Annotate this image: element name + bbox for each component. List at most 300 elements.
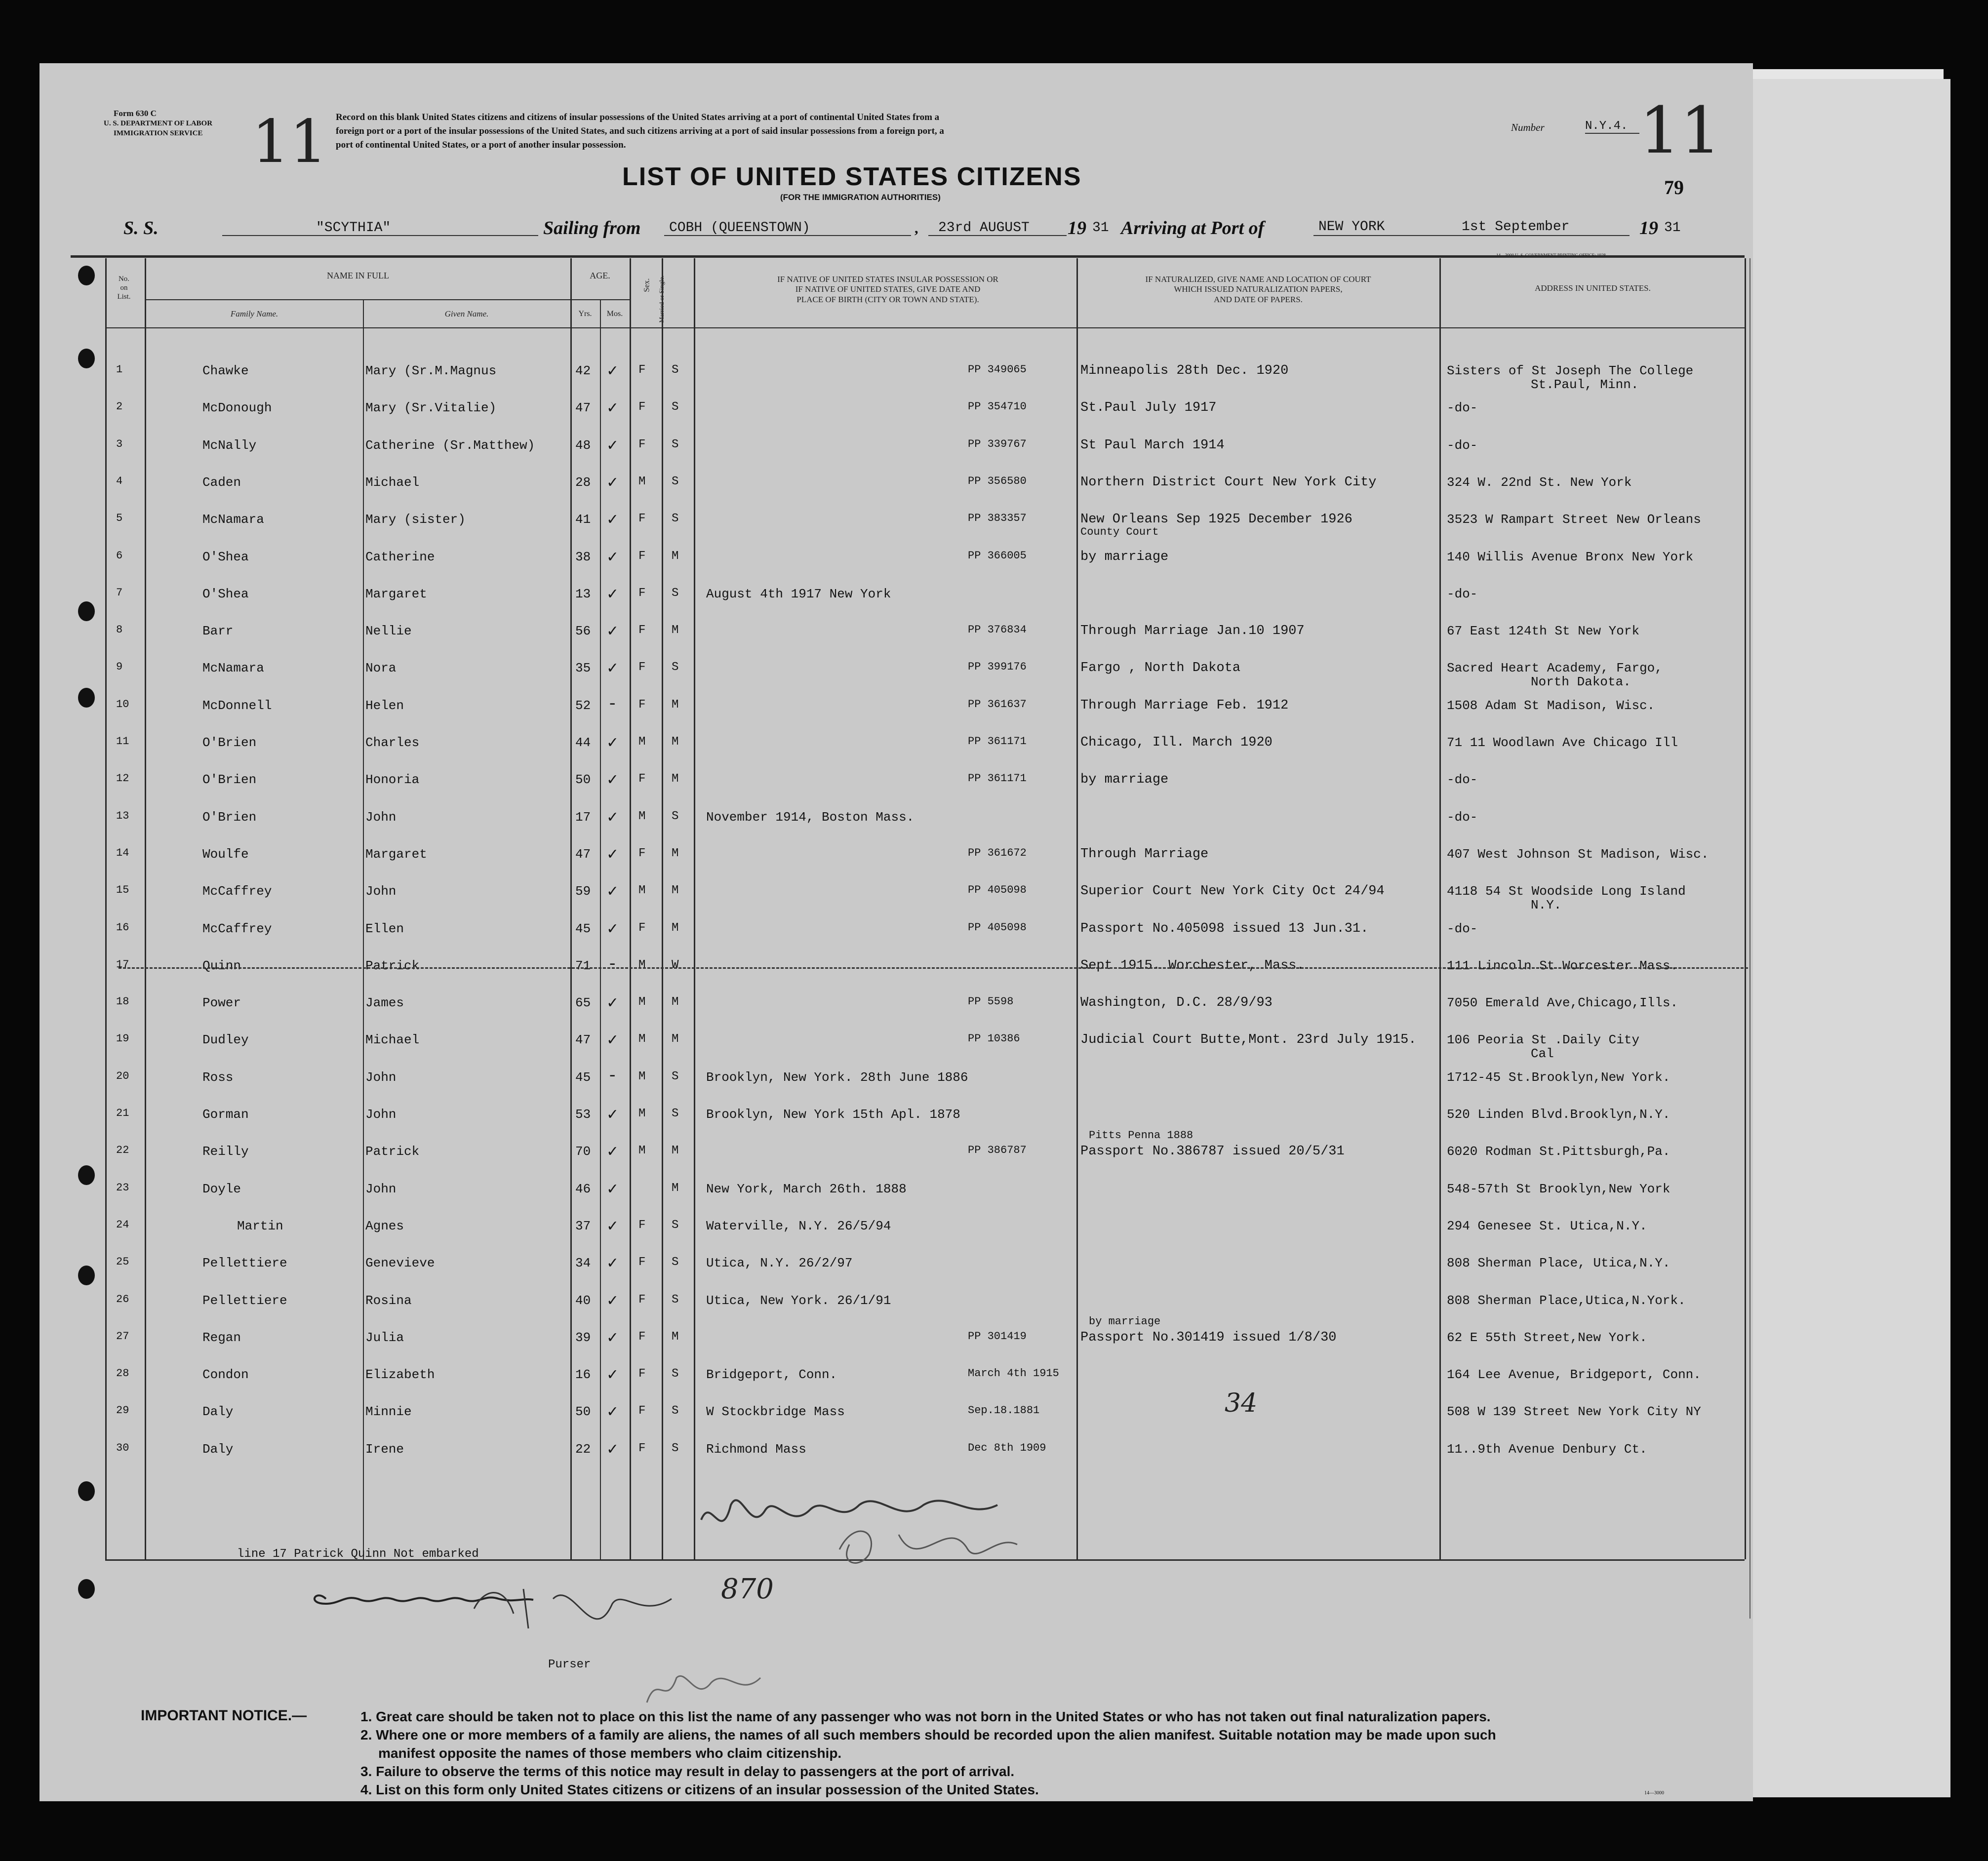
arrival-port: NEW YORK bbox=[1318, 219, 1385, 235]
given-name: Catherine (Sr.Matthew) bbox=[365, 437, 535, 453]
age-months-check: ✓ bbox=[607, 436, 618, 456]
age-years: 39 bbox=[575, 1330, 591, 1345]
naturalization-note: by marriage bbox=[1089, 1315, 1161, 1328]
sex: F bbox=[638, 1293, 646, 1307]
sex: M bbox=[638, 735, 646, 749]
binder-hole bbox=[78, 1481, 95, 1501]
us-address: Sacred Heart Academy, Fargo, bbox=[1447, 661, 1663, 676]
sex: F bbox=[638, 363, 646, 377]
row-number: 26 bbox=[116, 1293, 129, 1306]
table-row bbox=[40, 400, 1753, 430]
passport-number: PP 356580 bbox=[968, 475, 1027, 487]
passport-number: PP 399176 bbox=[968, 661, 1027, 673]
us-address: 1508 Adam St Madison, Wisc. bbox=[1447, 698, 1655, 713]
marital-status: S bbox=[672, 1441, 679, 1455]
family-name: Reilly bbox=[202, 1144, 249, 1159]
us-address: 67 East 124th St New York bbox=[1447, 624, 1640, 639]
age-years: 50 bbox=[575, 1404, 591, 1420]
us-address: 508 W 139 Street New York City NY bbox=[1447, 1404, 1701, 1420]
age-years: 71 bbox=[575, 958, 591, 973]
given-name: Charles bbox=[365, 735, 420, 750]
col-header-yrs: Yrs. bbox=[578, 310, 592, 318]
given-name: Elizabeth bbox=[365, 1367, 435, 1383]
agency-line: U. S. DEPARTMENT OF LABOR bbox=[104, 119, 213, 127]
us-address: 520 Linden Blvd.Brooklyn,N.Y. bbox=[1447, 1107, 1670, 1122]
family-name: Pellettiere bbox=[202, 1293, 287, 1308]
passport-number: PP 301419 bbox=[968, 1330, 1027, 1343]
age-months-check: ✓ bbox=[607, 1292, 618, 1311]
table-row bbox=[40, 772, 1753, 802]
family-name: Martin bbox=[237, 1218, 283, 1233]
sex: F bbox=[638, 921, 646, 935]
given-name: Julia bbox=[365, 1330, 404, 1345]
sex: F bbox=[638, 698, 646, 712]
marital-status: S bbox=[672, 512, 679, 526]
col-header-name: NAME IN FULL bbox=[327, 271, 389, 280]
age-years: 37 bbox=[575, 1218, 591, 1233]
given-name: John bbox=[365, 1181, 397, 1196]
naturalization: Chicago, Ill. March 1920 bbox=[1080, 735, 1272, 750]
family-name: Woulfe bbox=[202, 846, 249, 862]
age-months-check: ✓ bbox=[607, 1255, 618, 1274]
table-row bbox=[40, 661, 1753, 690]
sailing-date: 23rd AUGUST bbox=[938, 220, 1030, 236]
given-name: Catherine bbox=[365, 549, 435, 564]
age-years: 17 bbox=[575, 809, 591, 825]
year-prefix: 19 bbox=[1068, 218, 1086, 238]
given-name: Helen bbox=[365, 698, 404, 713]
age-years: 50 bbox=[575, 772, 591, 788]
table-row bbox=[40, 624, 1753, 653]
given-name: Irene bbox=[365, 1441, 404, 1457]
given-name: John bbox=[365, 1069, 397, 1085]
age-months-check: ✓ bbox=[607, 771, 618, 791]
age-years: 70 bbox=[575, 1144, 591, 1159]
passport-number: PP 349065 bbox=[968, 363, 1027, 376]
table-row bbox=[40, 1032, 1753, 1062]
table-row bbox=[40, 1404, 1753, 1434]
us-address: 111 Lincoln St Worcester Mass. bbox=[1447, 958, 1678, 973]
page-title: LIST OF UNITED STATES CITIZENS bbox=[622, 162, 1082, 191]
header-text: PLACE OF BIRTH (CITY OR TOWN AND STATE). bbox=[796, 294, 979, 304]
us-address: 7050 Emerald Ave,Chicago,Ills. bbox=[1447, 995, 1678, 1011]
table-row bbox=[40, 1256, 1753, 1285]
table-row bbox=[40, 512, 1753, 542]
given-name: Nora bbox=[365, 661, 397, 676]
naturalization: St Paul March 1914 bbox=[1080, 437, 1225, 453]
given-name: Margaret bbox=[365, 586, 427, 601]
given-name: Patrick bbox=[365, 1144, 420, 1159]
notice-item: manifest opposite the names of those members who claim citizenship. bbox=[378, 1745, 842, 1761]
age-months-check: ✓ bbox=[607, 1440, 618, 1460]
sex: F bbox=[638, 586, 646, 600]
row-number: 20 bbox=[116, 1069, 129, 1082]
marital-status: S bbox=[672, 363, 679, 377]
row-number: 1 bbox=[116, 363, 123, 376]
marital-status: M bbox=[672, 698, 679, 712]
table-row bbox=[40, 1067, 1753, 1100]
sex: F bbox=[638, 549, 646, 563]
col-header-address: ADDRESS IN UNITED STATES. bbox=[1535, 283, 1651, 293]
handwritten-count: 34 bbox=[1225, 1388, 1258, 1418]
family-name: O'Shea bbox=[202, 549, 249, 564]
sex: M bbox=[638, 809, 646, 823]
given-name: Genevieve bbox=[365, 1256, 435, 1271]
col-header-no bbox=[107, 275, 141, 301]
naturalization: St.Paul July 1917 bbox=[1080, 400, 1217, 416]
col-header-age: AGE. bbox=[590, 271, 610, 280]
age-years: 53 bbox=[575, 1107, 591, 1122]
age-years: 16 bbox=[575, 1367, 591, 1383]
underline bbox=[1313, 235, 1630, 236]
age-months-check: ✓ bbox=[607, 994, 618, 1014]
marital-status: S bbox=[672, 661, 679, 674]
row-number: 8 bbox=[116, 624, 123, 636]
given-name: Mary (Sr.M.Magnus bbox=[365, 363, 497, 378]
header-rule bbox=[105, 327, 1745, 328]
age-months-check: ✓ bbox=[607, 1217, 618, 1236]
birthplace-date: November 1914, Boston Mass. bbox=[706, 809, 914, 825]
passport-number: PP 366005 bbox=[968, 549, 1027, 562]
age-years: 52 bbox=[575, 698, 591, 713]
us-address: 3523 W Rampart Street New Orleans bbox=[1447, 512, 1701, 527]
binder-hole bbox=[78, 1579, 95, 1599]
row-number: 14 bbox=[116, 846, 129, 859]
marital-status: M bbox=[672, 995, 679, 1009]
header-text: on bbox=[120, 284, 128, 292]
sex: F bbox=[638, 624, 646, 637]
us-address: -do- bbox=[1447, 586, 1478, 601]
row-number: 19 bbox=[116, 1032, 129, 1045]
given-name: Minnie bbox=[365, 1404, 412, 1420]
given-name: Michael bbox=[365, 1032, 420, 1048]
marital-status: M bbox=[672, 1330, 679, 1344]
row-number: 23 bbox=[116, 1181, 129, 1194]
col-header-family: Family Name. bbox=[230, 309, 278, 318]
us-address: 164 Lee Avenue, Bridgeport, Conn. bbox=[1447, 1367, 1701, 1383]
age-months-check: ✓ bbox=[607, 920, 618, 939]
family-name: McNamara bbox=[202, 661, 264, 676]
departure-port: COBH (QUEENSTOWN) bbox=[669, 220, 810, 236]
naturalization-note: Pitts Penna 1888 bbox=[1089, 1129, 1193, 1142]
passport-number: Sep.18.1881 bbox=[968, 1404, 1040, 1417]
family-name: Regan bbox=[202, 1330, 241, 1345]
sex: M bbox=[638, 1107, 646, 1120]
age-months-check: ✓ bbox=[607, 1143, 618, 1162]
us-address: 4118 54 St Woodside Long Island bbox=[1447, 884, 1686, 899]
us-address: 407 West Johnson St Madison, Wisc. bbox=[1447, 846, 1709, 862]
passport-number: PP 361637 bbox=[968, 698, 1027, 711]
row-number: 25 bbox=[116, 1256, 129, 1268]
family-name: McNamara bbox=[202, 512, 264, 527]
comma: , bbox=[914, 220, 918, 237]
age-years: 38 bbox=[575, 549, 591, 564]
sex: F bbox=[638, 512, 646, 526]
age-months-check: ✓ bbox=[607, 623, 618, 642]
us-address: -do- bbox=[1447, 400, 1478, 416]
header-text: IF NATURALIZED, GIVE NAME AND LOCATION OF COURT bbox=[1145, 275, 1371, 284]
table-row bbox=[40, 810, 1753, 839]
table-row bbox=[40, 550, 1753, 579]
sex: F bbox=[638, 1256, 646, 1269]
family-name: McNally bbox=[202, 437, 257, 453]
age-months-check: ✓ bbox=[607, 399, 618, 419]
sex: M bbox=[638, 884, 646, 898]
header-text: IF NATIVE OF UNITED STATES, GIVE DATE AND bbox=[795, 284, 981, 294]
instruction-line: port of continental United States, or a port of another insular possession. bbox=[336, 140, 626, 150]
page-subtitle: (FOR THE IMMIGRATION AUTHORITIES) bbox=[780, 193, 941, 202]
given-name: Agnes bbox=[365, 1218, 404, 1233]
header-text: IF NATIVE OF UNITED STATES INSULAR POSSESSION OR bbox=[777, 275, 998, 284]
marital-status: S bbox=[672, 400, 679, 414]
naturalization: Northern District Court New York City bbox=[1080, 475, 1377, 490]
table-row bbox=[40, 438, 1753, 468]
given-name: John bbox=[365, 809, 397, 825]
marital-status: S bbox=[672, 809, 679, 823]
table-top-rule bbox=[71, 255, 1745, 258]
given-name: John bbox=[365, 1107, 397, 1122]
us-address: -do- bbox=[1447, 437, 1478, 453]
row-number: 24 bbox=[116, 1218, 129, 1231]
naturalization-line2: County Court bbox=[1080, 526, 1159, 539]
year-prefix: 19 bbox=[1639, 218, 1658, 238]
row-number: 7 bbox=[116, 586, 123, 599]
us-address: 71 11 Woodlawn Ave Chicago Ill bbox=[1447, 735, 1678, 750]
age-years: 22 bbox=[575, 1441, 591, 1457]
marital-status: S bbox=[672, 1218, 679, 1232]
col-header-sex: Sex. bbox=[642, 278, 651, 292]
us-address: -do- bbox=[1447, 772, 1478, 788]
age-years: 47 bbox=[575, 846, 591, 862]
marital-status: M bbox=[672, 772, 679, 786]
birthplace-date: Bridgeport, Conn. bbox=[706, 1367, 837, 1383]
birthplace-date: Brooklyn, New York 15th Apl. 1878 bbox=[706, 1107, 960, 1122]
family-name: O'Brien bbox=[202, 809, 257, 825]
handwritten-sheet-number: 11 bbox=[252, 108, 327, 176]
given-name: Mary (sister) bbox=[365, 512, 466, 527]
birthplace-date: W Stockbridge Mass bbox=[706, 1404, 845, 1420]
naturalization: New Orleans Sep 1925 December 1926 bbox=[1080, 512, 1352, 527]
sex: F bbox=[638, 846, 646, 860]
passport-number: Dec 8th 1909 bbox=[968, 1441, 1046, 1454]
age-months-check: ✓ bbox=[607, 511, 618, 530]
age-years: 35 bbox=[575, 661, 591, 676]
marital-status: M bbox=[672, 624, 679, 637]
given-name: Nellie bbox=[365, 624, 412, 639]
marital-status: W bbox=[672, 958, 679, 972]
given-name: Patrick bbox=[365, 958, 420, 973]
row-number: 21 bbox=[116, 1107, 129, 1119]
marital-status: S bbox=[672, 437, 679, 451]
naturalization: Passport No.386787 issued 20/5/31 bbox=[1080, 1144, 1345, 1159]
row-number: 10 bbox=[116, 698, 129, 711]
naturalization: Judicial Court Butte,Mont. 23rd July 1915. bbox=[1080, 1032, 1417, 1048]
sex: M bbox=[638, 1069, 646, 1083]
birthplace-date: Utica, New York. 26/1/91 bbox=[706, 1293, 891, 1308]
row-number: 15 bbox=[116, 884, 129, 897]
marital-status: S bbox=[672, 1404, 679, 1418]
age-years: 42 bbox=[575, 363, 591, 378]
notice-item: 2. Where one or more members of a family are aliens, the names of all such members should be recorded upon the alien manifest. Suitable notation may be made upon such bbox=[360, 1727, 1496, 1742]
arriving-label: Arriving at Port of bbox=[1121, 218, 1265, 238]
sex: F bbox=[638, 1404, 646, 1418]
family-name: O'Shea bbox=[202, 586, 249, 601]
row-number: 13 bbox=[116, 809, 129, 822]
us-address: 324 W. 22nd St. New York bbox=[1447, 475, 1632, 490]
row-number: 6 bbox=[116, 549, 123, 562]
age-years: 44 bbox=[575, 735, 591, 750]
passport-number: PP 376834 bbox=[968, 624, 1027, 636]
us-address-line2: N.Y. bbox=[1531, 898, 1562, 913]
family-name: Daly bbox=[202, 1441, 234, 1457]
table-row bbox=[40, 1129, 1753, 1174]
age-months-check: ✓ bbox=[607, 883, 618, 902]
header-text: List. bbox=[117, 293, 131, 301]
family-name: McCaffrey bbox=[202, 884, 272, 899]
age-months-check: ✓ bbox=[607, 362, 618, 381]
sex: M bbox=[638, 1144, 646, 1158]
passport-number: PP 383357 bbox=[968, 512, 1027, 525]
sex: M bbox=[638, 995, 646, 1009]
marital-status: S bbox=[672, 1256, 679, 1269]
passport-number: March 4th 1915 bbox=[968, 1367, 1059, 1380]
table-row bbox=[40, 735, 1753, 765]
age-months-check: ✓ bbox=[607, 474, 618, 493]
table-row bbox=[40, 1219, 1753, 1248]
table-row bbox=[40, 995, 1753, 1025]
passport-number: PP 354710 bbox=[968, 400, 1027, 413]
inspector-signature bbox=[691, 1475, 1047, 1574]
age-months-check: ✓ bbox=[607, 1366, 618, 1386]
purser-label: Purser bbox=[548, 1658, 591, 1671]
sex: F bbox=[638, 437, 646, 451]
table-row bbox=[40, 1442, 1753, 1471]
passport-number: PP 361171 bbox=[968, 772, 1027, 785]
naturalization: Minneapolis 28th Dec. 1920 bbox=[1080, 363, 1289, 378]
birthplace-date: Utica, N.Y. 26/2/97 bbox=[706, 1256, 853, 1271]
family-name: Caden bbox=[202, 475, 241, 490]
table-row bbox=[40, 363, 1753, 393]
form-number: Form 630 C bbox=[114, 109, 157, 118]
sex: F bbox=[638, 661, 646, 674]
marital-status: S bbox=[672, 1107, 679, 1120]
row-number: 11 bbox=[116, 735, 129, 748]
us-address: 1712-45 St.Brooklyn,New York. bbox=[1447, 1069, 1670, 1085]
col-header-naturalized bbox=[1078, 275, 1438, 305]
naturalization: by marriage bbox=[1080, 772, 1169, 788]
marital-status: M bbox=[672, 884, 679, 898]
age-months-check: ✓ bbox=[607, 1106, 618, 1125]
naturalization: Sept 1915. Worchester, Mass. bbox=[1080, 958, 1305, 973]
sex: M bbox=[638, 475, 646, 488]
notice-item: 3. Failure to observe the terms of this notice may result in delay to passengers at the port of arrival. bbox=[360, 1764, 1015, 1779]
passport-number: PP 361672 bbox=[968, 846, 1027, 859]
marital-status: M bbox=[672, 735, 679, 749]
row-number: 28 bbox=[116, 1367, 129, 1380]
us-address-line2: St.Paul, Minn. bbox=[1531, 377, 1639, 392]
age-years: 47 bbox=[575, 1032, 591, 1048]
age-years: 13 bbox=[575, 586, 591, 601]
passport-number: PP 405098 bbox=[968, 921, 1027, 934]
page-stack-edge-inner bbox=[1748, 79, 1950, 1797]
family-name: O'Brien bbox=[202, 772, 257, 788]
number-label: Number bbox=[1511, 121, 1545, 133]
birthplace-date: Richmond Mass bbox=[706, 1441, 806, 1457]
family-name: McCaffrey bbox=[202, 921, 272, 936]
arrival-year: 31 bbox=[1664, 220, 1681, 236]
marital-status: M bbox=[672, 1144, 679, 1158]
given-name: Honoria bbox=[365, 772, 420, 788]
given-name: Michael bbox=[365, 475, 420, 490]
age-months-check: - bbox=[607, 695, 618, 714]
col-header-given: Given Name. bbox=[444, 309, 489, 318]
us-address: 11..9th Avenue Denbury Ct. bbox=[1447, 1441, 1647, 1457]
family-name: McDonnell bbox=[202, 698, 272, 713]
given-name: Margaret bbox=[365, 846, 427, 862]
sex: F bbox=[638, 1330, 646, 1344]
given-name: Rosina bbox=[365, 1293, 412, 1308]
instruction-line: foreign port or a port of the insular possessions of the United States, and such citizens arriving at a port of said insular possessions from a foreign port, a bbox=[336, 126, 944, 136]
sex: F bbox=[638, 1218, 646, 1232]
important-notice bbox=[360, 1707, 1743, 1799]
row-number: 5 bbox=[116, 512, 123, 525]
number-value: N.Y.4. bbox=[1585, 119, 1639, 134]
us-address: 294 Genesee St. Utica,N.Y. bbox=[1447, 1218, 1647, 1233]
row-number: 12 bbox=[116, 772, 129, 785]
us-address: 62 E 55th Street,New York. bbox=[1447, 1330, 1647, 1345]
table-row bbox=[40, 1107, 1753, 1137]
row-number: 17 bbox=[116, 958, 129, 971]
passport-number: PP 361171 bbox=[968, 735, 1027, 748]
naturalization: Through Marriage Jan.10 1907 bbox=[1080, 624, 1305, 639]
agency-line: IMMIGRATION SERVICE bbox=[114, 129, 203, 137]
binder-hole bbox=[78, 266, 95, 285]
table-row bbox=[40, 955, 1753, 988]
print-code: 14—3000 bbox=[1644, 1790, 1664, 1796]
sex: F bbox=[638, 1441, 646, 1455]
age-years: 46 bbox=[575, 1181, 591, 1196]
row-number: 18 bbox=[116, 995, 129, 1008]
table-row bbox=[40, 475, 1753, 505]
age-years: 45 bbox=[575, 1069, 591, 1085]
naturalization: Through Marriage bbox=[1080, 846, 1209, 862]
us-address: 140 Willis Avenue Bronx New York bbox=[1447, 549, 1694, 564]
marital-status: S bbox=[672, 1367, 679, 1381]
row-number: 4 bbox=[116, 475, 123, 487]
given-name: Ellen bbox=[365, 921, 404, 936]
given-name: James bbox=[365, 995, 404, 1011]
col-header-married: Married or Single. bbox=[658, 275, 666, 323]
strikethrough-line bbox=[119, 967, 1748, 969]
age-months-check: ✓ bbox=[607, 808, 618, 828]
passport-number: PP 386787 bbox=[968, 1144, 1027, 1157]
table-row bbox=[40, 1315, 1753, 1360]
naturalization: Fargo , North Dakota bbox=[1080, 661, 1241, 676]
us-address-line2: Cal bbox=[1531, 1046, 1554, 1062]
naturalization: Washington, D.C. 28/9/93 bbox=[1080, 995, 1272, 1011]
age-months-check: ✓ bbox=[607, 845, 618, 865]
manifest-sheet bbox=[40, 63, 1753, 1801]
given-name: John bbox=[365, 884, 397, 899]
age-years: 47 bbox=[575, 400, 591, 416]
ship-name: "SCYTHIA" bbox=[316, 220, 391, 236]
age-years: 59 bbox=[575, 884, 591, 899]
ss-label: S. S. bbox=[123, 218, 159, 238]
birthplace-date: Waterville, N.Y. 26/5/94 bbox=[706, 1218, 891, 1233]
marital-status: M bbox=[672, 921, 679, 935]
age-years: 56 bbox=[575, 624, 591, 639]
table-row bbox=[40, 1182, 1753, 1211]
